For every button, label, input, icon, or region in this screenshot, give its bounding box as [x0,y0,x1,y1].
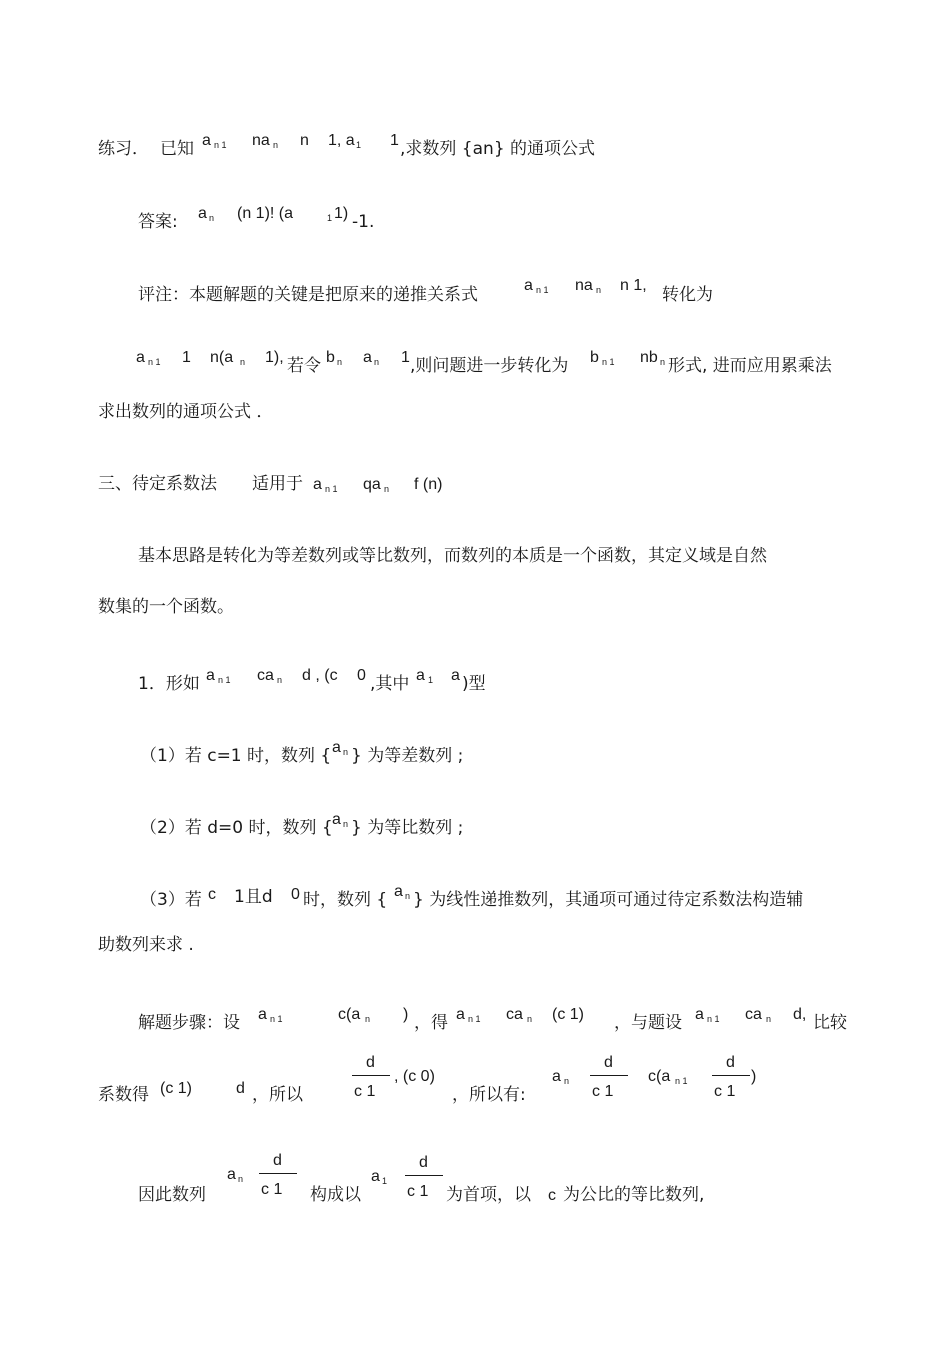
item1-label: 1．形如 [138,674,200,694]
steps-tail: 比较 [813,1013,847,1033]
math-n1: n 1, [620,277,647,294]
math-ca: ca [745,1006,762,1023]
fraction-bar [712,1075,750,1076]
basic-idea-line1: 基本思路是转化为等差数列或等比数列，而数列的本质是一个函数，其定义域是自然 [138,546,767,566]
math-subscript: n [343,819,349,829]
math-na: na [575,277,593,294]
math-a: a [456,1006,465,1023]
math-qa: qa [363,476,381,493]
therefore-tail: 为首项，以 [446,1185,531,1205]
math-one: 1 [390,132,399,149]
math-a: a [332,811,341,828]
math-close: 1), [265,349,284,366]
case3-post: } 为线性递推数列，其通项可通过待定系数法构造辅 [413,890,804,910]
math-close: ) [403,1006,409,1023]
math-ca: ca [506,1006,523,1023]
math-b: b [326,349,335,366]
math-b: b [590,349,599,366]
section-applies: 适用于 [252,474,303,494]
math-a: a [258,1006,267,1023]
math-nb: nb [640,349,658,366]
math-ca: ca [257,667,274,684]
basic-idea-line2: 数集的一个函数。 [98,597,234,617]
item1-tail: )型 [462,674,486,694]
coef-label: 系数得 [98,1085,149,1105]
steps-label: 解题步骤：设 [138,1013,240,1033]
case3-cond: 1且d [234,887,273,907]
transform-cont: 求出数列的通项公式 ． [98,402,274,422]
therefore-label: 因此数列 [138,1185,206,1205]
case2-post: } 为等比数列 ; [351,818,464,838]
math-c1: (c 1) [160,1080,192,1097]
frac-denominator: c 1 [407,1183,429,1200]
case3-line2: 助数列来求 . [98,935,194,955]
coef-suoyi: ，所以 [252,1085,303,1105]
math-subscript: n 1 [148,357,161,367]
math-a: a [552,1068,561,1085]
fraction-bar [590,1075,628,1076]
answer-label: 答案: [138,212,178,232]
comment-tail: 转化为 [662,285,713,305]
math-c: c [548,1187,556,1204]
frac-numerator: d [273,1152,282,1169]
math-d: d , (c [302,667,338,684]
math-close: 1) [334,205,349,222]
math-a: a [695,1006,704,1023]
math-subscript: n [343,747,349,757]
fraction-bar [405,1175,443,1176]
math-one-a: 1, a [328,132,355,149]
frac-numerator: d [726,1054,735,1071]
case1-pre: （1）若 c=1 时，数列 { [140,746,332,766]
math-subscript: n [596,285,602,295]
math-n: n [300,132,309,149]
item1-where: ,其中 [370,674,410,694]
math-subscript: n [337,357,343,367]
frac-numerator: d [604,1054,613,1071]
math-subscript: n [766,1014,772,1024]
math-c: c [208,886,216,903]
math-expr: (n 1)! (a [237,205,294,222]
math-subscript: n 1 [536,285,549,295]
math-fn: f (n) [414,476,443,493]
math-subscript: 1 [327,213,333,223]
therefore-gou: 构成以 [310,1185,361,1205]
math-a: a [451,667,460,684]
exercise-tail: ,求数列 {an} 的通项公式 [400,139,596,159]
fraction-bar [259,1173,297,1174]
math-d: d, [793,1006,807,1023]
math-c1: (c 1) [552,1006,584,1023]
case1-post: } 为等差数列 ; [351,746,464,766]
steps-de: ，得 [414,1013,448,1033]
frac-denominator: c 1 [354,1083,376,1100]
math-subscript: n 1 [218,675,231,685]
math-c-paren: c(a [338,1006,361,1023]
math-subscript: n 1 [214,140,227,150]
math-subscript: n [660,357,666,367]
math-a: a [198,205,207,222]
frac-numerator: d [366,1054,375,1071]
section-title: 三、待定系数法 [98,474,217,494]
math-cond: , (c 0) [394,1068,435,1085]
math-subscript: n [374,357,380,367]
fraction-bar [352,1075,390,1076]
math-zero: 0 [357,667,366,684]
case3-mid: 时，数列 { [303,890,388,910]
math-subscript: n 1 [270,1014,283,1024]
math-subscript: n 1 [602,357,615,367]
math-a: a [524,277,533,294]
math-subscript: n [384,484,390,494]
math-subscript: n [273,140,279,150]
math-d: d [236,1080,245,1097]
math-a: a [136,349,145,366]
math-a: a [394,883,403,900]
math-subscript: n 1 [675,1076,688,1086]
therefore-tail2: 为公比的等比数列, [563,1185,705,1205]
frac-denominator: c 1 [714,1083,736,1100]
exercise-yizhi: 已知 [160,139,194,159]
math-a: a [371,1168,380,1185]
math-subscript: n [209,213,215,223]
math-subscript: 1 [382,1176,388,1186]
math-a: a [227,1166,236,1183]
math-subscript: n 1 [707,1014,720,1024]
math-subscript: n [238,1174,244,1184]
math-subscript: n 1 [325,484,338,494]
math-subscript: n [277,675,283,685]
math-c-paren: c(a [648,1068,671,1085]
math-a: a [313,476,322,493]
math-subscript: 1 [356,140,362,150]
math-subscript: n [240,357,246,367]
transform-tail: 形式, 进而应用累乘法 [668,356,832,376]
math-a: a [363,349,372,366]
transform-ruoling: 若令 [287,356,321,376]
math-a: a [206,667,215,684]
coef-suoyiyou: ，所以有: [452,1085,526,1105]
frac-denominator: c 1 [592,1083,614,1100]
answer-tail: -1. [352,212,375,232]
math-subscript: 1 [428,675,434,685]
frac-numerator: d [419,1154,428,1171]
comment-text: 评注：本题解题的关键是把原来的递推关系式 [138,285,478,305]
math-subscript: n 1 [468,1014,481,1024]
math-subscript: n [564,1076,570,1086]
case3-pre: （3）若 [140,890,202,910]
math-na: n(a [210,349,234,366]
frac-denominator: c 1 [261,1181,283,1198]
transform-then: ,则问题进一步转化为 [410,356,569,376]
math-subscript: n [365,1014,371,1024]
math-a: a [332,739,341,756]
math-zero: 0 [291,886,300,903]
math-close: ) [751,1068,757,1085]
case2-pre: （2）若 d=0 时，数列 { [140,818,333,838]
math-subscript: n [405,891,411,901]
math-a: a [416,667,425,684]
steps-yu: ，与题设 [614,1013,682,1033]
math-a: a [202,132,211,149]
math-one: 1 [401,349,410,366]
exercise-label: 练习． [98,139,149,159]
math-subscript: n [527,1014,533,1024]
math-na: na [252,132,270,149]
math-one: 1 [182,349,191,366]
